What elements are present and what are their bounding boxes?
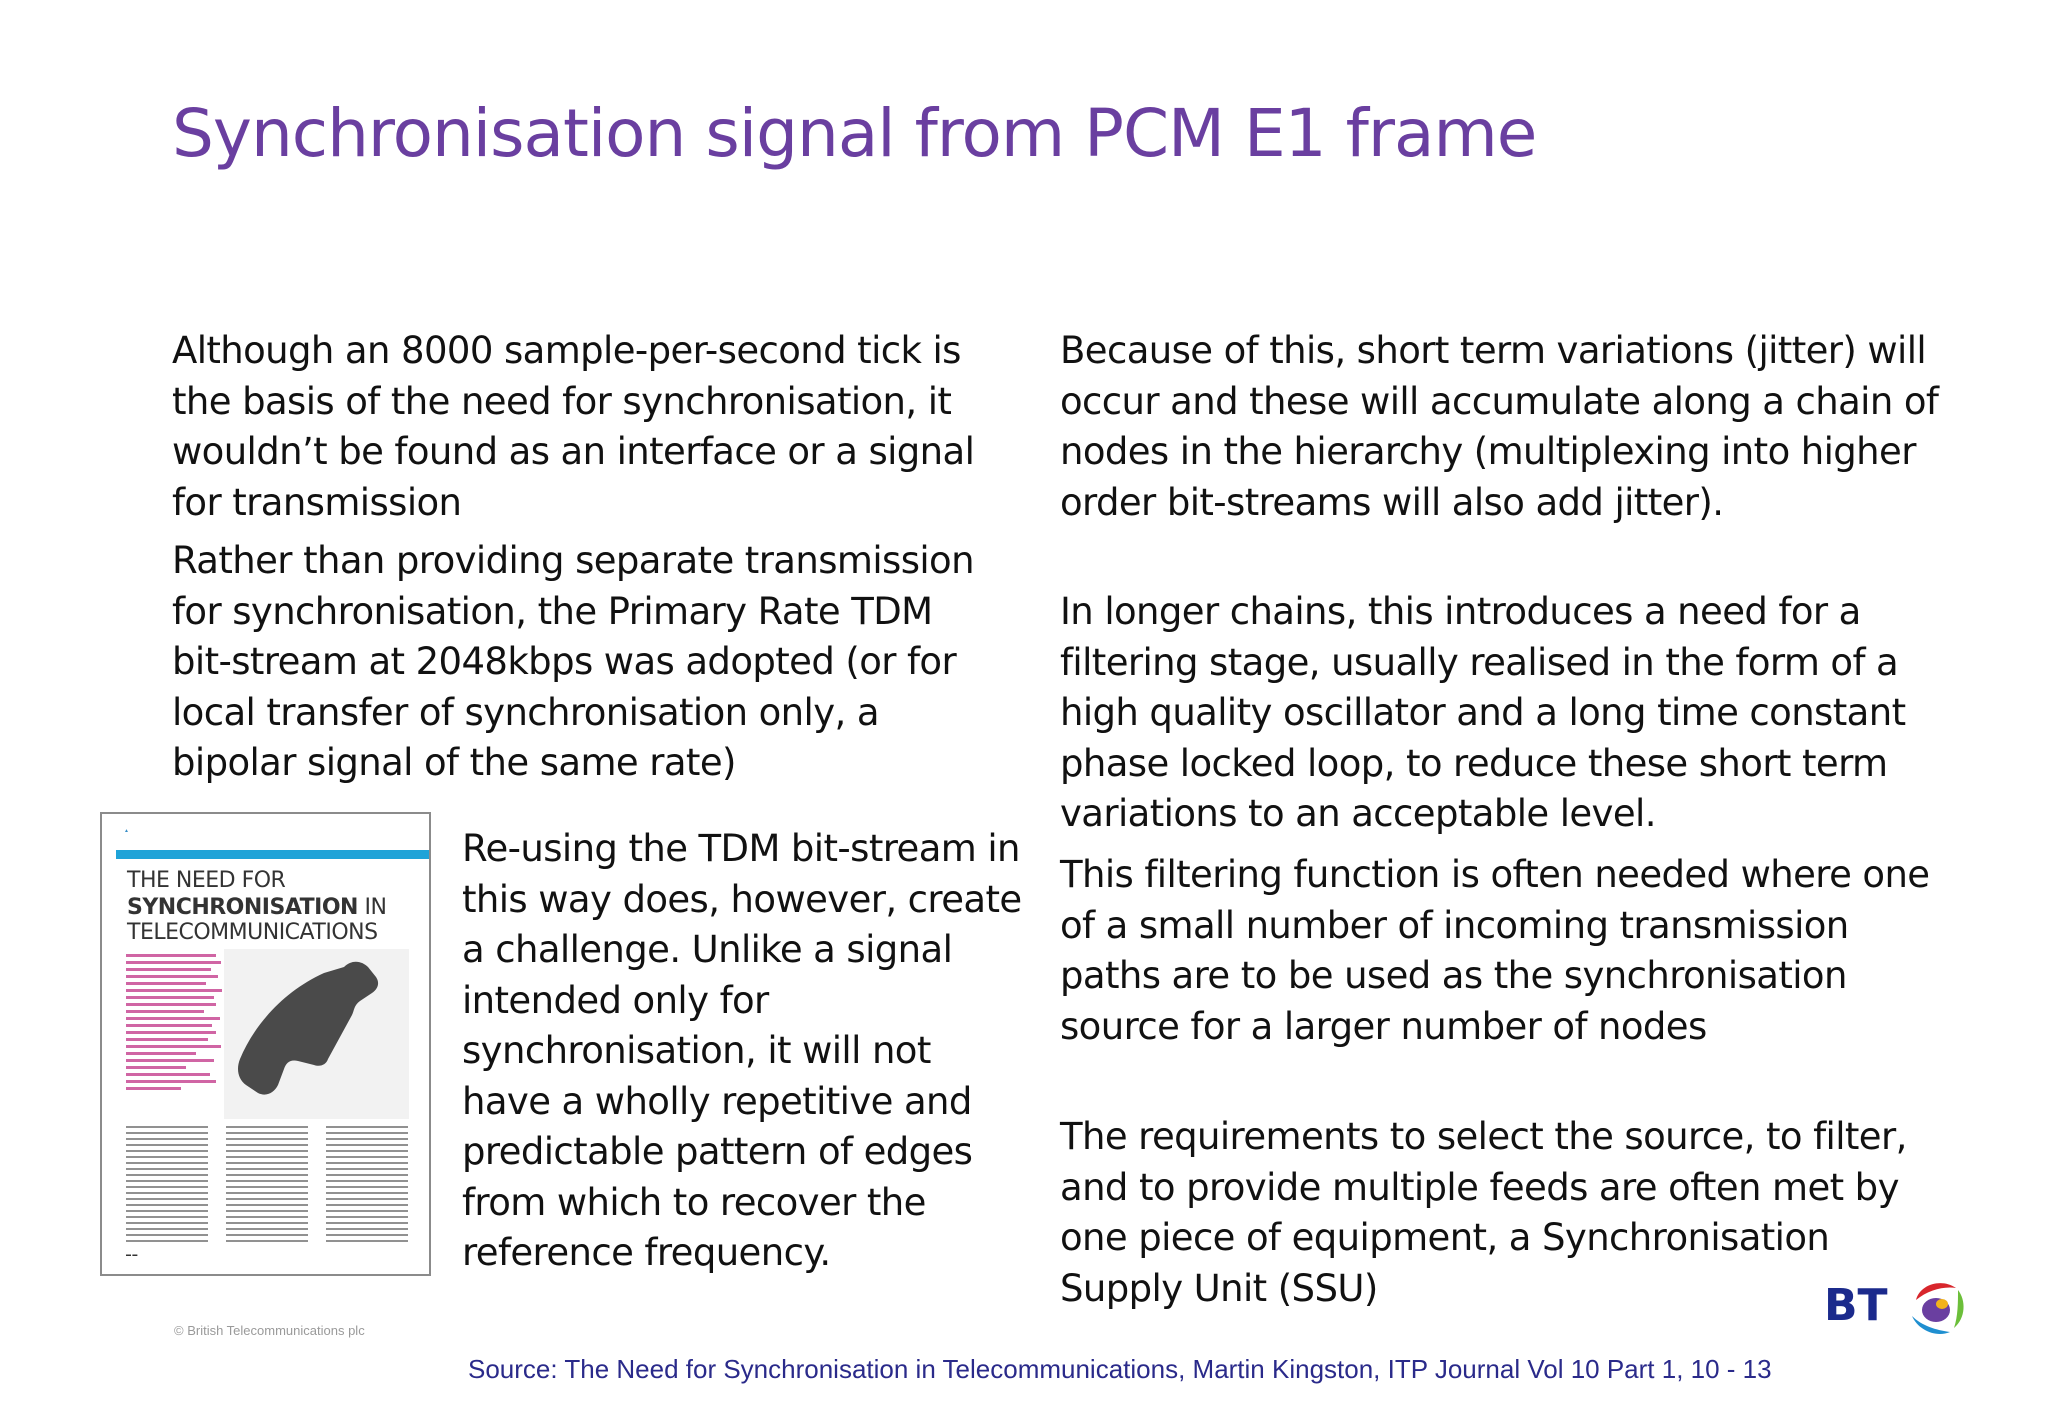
right-paragraph-1: Because of this, short term variations (jitter) will occur and these will accumulate along a chain of nodes in the hierarchy (multiplexing into higher order bit-streams will also add jitter). — [1060, 329, 1939, 524]
left-paragraph-2: Rather than providing separate transmission for synchronisation, the Primary Rate TDM bit-stream at 2048kbps was adopted (or for local transfer of synchronisation only, a bipolar signal of the same rate) — [172, 539, 974, 784]
journal-header-mark: ▲ — [124, 828, 129, 834]
journal-article-thumbnail — [100, 812, 431, 1276]
bt-logo — [1824, 1270, 1974, 1340]
right-paragraph-3: This filtering function is often needed where one of a small number of incoming transmission paths are to be used as the synchronisation source for a larger number of nodes — [1060, 853, 1930, 1048]
journal-title-line-3: TELECOMMUNICATIONS — [127, 920, 378, 945]
right-paragraph-4: The requirements to select the source, to filter, and to provide multiple feeds are often met by one piece of equipment, a Synchronisation Supply Unit (SSU) — [1060, 1115, 1907, 1310]
journal-title-line-1: THE NEED FOR — [127, 868, 286, 893]
journal-intro-text — [126, 954, 226, 1094]
journal-phone-image — [224, 949, 409, 1119]
bt-globe-icon — [1910, 1283, 1964, 1336]
left-paragraph-1: Although an 8000 sample-per-second tick is the basis of the need for synchronisation, it wouldn’t be found as an interface or a signal for transmission — [172, 329, 975, 524]
slide-title: Synchronisation signal from PCM E1 frame — [172, 95, 1537, 172]
journal-title-line-2 — [127, 895, 386, 920]
journal-footer-mark: ▬ ▬ — [126, 1252, 138, 1258]
journal-header-bar — [116, 850, 429, 859]
source-citation: Source: The Need for Synchronisation in Telecommunications, Martin Kingston, ITP Journal Vol 10 Part 1, 10 - 13 — [468, 1354, 1772, 1384]
journal-title-bold: SYNCHRONISATION — [127, 895, 358, 920]
telephone-handset-icon — [224, 949, 409, 1119]
copyright-notice: © British Telecommunications plc — [174, 1323, 365, 1338]
journal-title-thin: IN — [357, 895, 387, 920]
left-paragraph-3: Re-using the TDM bit-stream in this way does, however, create a challenge. Unlike a signal intended only for synchronisation, it will not have a wholly repetitive and predictable pattern of edges from which to recover the reference frequency. — [462, 827, 1022, 1274]
bt-logo-text: BT — [1824, 1280, 1888, 1331]
right-paragraph-2: In longer chains, this introduces a need for a filtering stage, usually realised in the form of a high quality oscillator and a long time constant phase locked loop, to reduce these short term variations to an acceptable level. — [1060, 590, 1906, 835]
